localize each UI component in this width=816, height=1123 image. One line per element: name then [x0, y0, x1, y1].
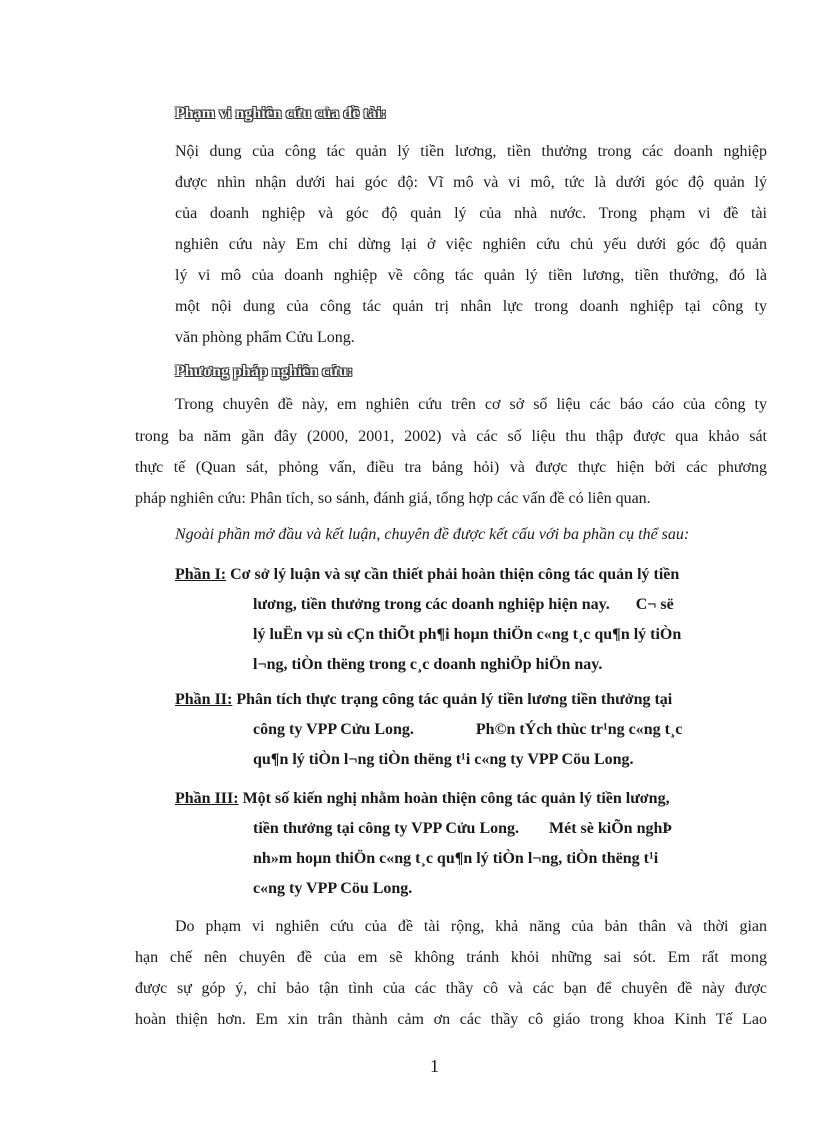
scope-heading: Phạm vi nghiên cứu của đề tài: [175, 105, 387, 122]
part-2-line-2-text: công ty VPP Cửu Long. [253, 721, 414, 738]
closing-line-2: hạn chế nên chuyên đề của em sẽ không tránh khỏi những sai sót. Em rất mong [135, 949, 767, 966]
scope-line-7: văn phòng phẩm Cửu Long. [175, 329, 355, 346]
part-2-title: Phân tích thực trạng công tác quản lý tiền lương tiền thưởng tại [236, 691, 673, 708]
page-number: 1 [430, 1056, 439, 1076]
part-3-line-2 [253, 819, 672, 839]
part-2-line-3: qu¶n lý tiÒn l¬ng tiÒn thëng t¹i c«ng ty VPP Cöu Long. [253, 751, 634, 768]
methods-line-2: trong ba năm gần đây (2000, 2001, 2002) và các số liệu thu thập được qua khảo sát [135, 428, 767, 445]
closing-line-4: hoàn thiện hơn. Em xin trân thành cảm ơn các thầy cô giáo trong khoa Kinh Tế Lao [135, 1011, 767, 1028]
part-3-line-2-text: tiền thưởng tại công ty VPP Cửu Long. [253, 820, 520, 837]
part-1-line-2-garble: C¬ së [635, 596, 674, 613]
part-2-first-line [175, 690, 672, 710]
scope-line-5: lý vi mô của doanh nghiệp về công tác quản lý tiền lương, tiền thưởng, đó là [175, 267, 767, 284]
part-3-line-3: nh»m hoµn thiÖn c«ng t¸c qu¶n lý tiÒn l¬ng, tiÒn thëng t¹i [253, 850, 659, 867]
methods-heading: Phương pháp nghiên cứu: [175, 363, 353, 380]
part-1-first-line [175, 565, 679, 585]
part-1-label: Phần I: [175, 566, 227, 583]
part-1-title: Cơ sở lý luận và sự cần thiết phải hoàn thiện công tác quản lý tiền [230, 566, 680, 583]
closing-line-1: Do phạm vi nghiên cứu của đề tài rộng, khả năng của bản thân và thời gian [175, 918, 767, 935]
part-3-first-line [175, 789, 670, 809]
methods-line-1: Trong chuyên đề này, em nghiên cứu trên cơ sở số liệu các báo cáo của công ty [175, 396, 767, 413]
methods-line-4: pháp nghiên cứu: Phân tích, so sánh, đánh giá, tổng hợp các vấn đề có liên quan. [135, 490, 651, 507]
part-3-label: Phần III: [175, 790, 239, 807]
structure-intro: Ngoài phần mở đầu và kết luận, chuyên đề được kết cấu với ba phần cụ thể sau: [175, 526, 690, 543]
part-3-line-4: c«ng ty VPP Cöu Long. [253, 880, 413, 897]
part-1-line-2 [253, 595, 674, 615]
part-1-line-4: l¬ng, tiÒn thëng trong c¸c doanh nghiÖp hiÖn nay. [253, 656, 603, 673]
scope-line-1: Nội dung của công tác quản lý tiền lương, tiền thưởng trong các doanh nghiệp [175, 143, 767, 160]
scope-line-4: nghiên cứu này Em chỉ dừng lại ở việc nghiên cứu chủ yếu dưới góc độ quản [175, 236, 767, 253]
part-1-line-2-text: lương, tiền thưởng trong các doanh nghiệp hiện nay. [253, 596, 610, 613]
part-3-title: Một số kiến nghị nhằm hoàn thiện công tác quản lý tiền lương, [242, 790, 670, 807]
part-2-line-2-garble: Ph©n tÝch thùc tr¹ng c«ng t¸c [475, 721, 683, 738]
part-3-line-2-garble: Mét sè kiÕn nghÞ [549, 820, 673, 837]
part-2-line-2 [253, 720, 682, 740]
scope-line-2: được nhìn nhận dưới hai góc độ: Vĩ mô và vi mô, tức là dưới góc độ quản lý [175, 174, 767, 191]
methods-line-3: thực tế (Quan sát, phỏng vấn, điều tra bảng hỏi) và được thực hiện bởi các phương [135, 459, 767, 476]
scope-line-6: một nội dung của công tác quản trị nhân lực trong doanh nghiệp tại công ty [175, 298, 767, 315]
closing-line-3: được sự góp ý, chỉ bảo tận tình của các thầy cô và các bạn để chuyên đề này được [135, 980, 767, 997]
scope-line-3: của doanh nghiệp và góc độ quản lý của nhà nước. Trong phạm vi đề tài [175, 205, 767, 222]
part-2-label: Phần II: [175, 691, 233, 708]
part-1-line-3: lý luËn vµ sù cÇn thiÕt ph¶i hoµn thiÖn c«ng t¸c qu¶n lý tiÒn [253, 626, 682, 643]
